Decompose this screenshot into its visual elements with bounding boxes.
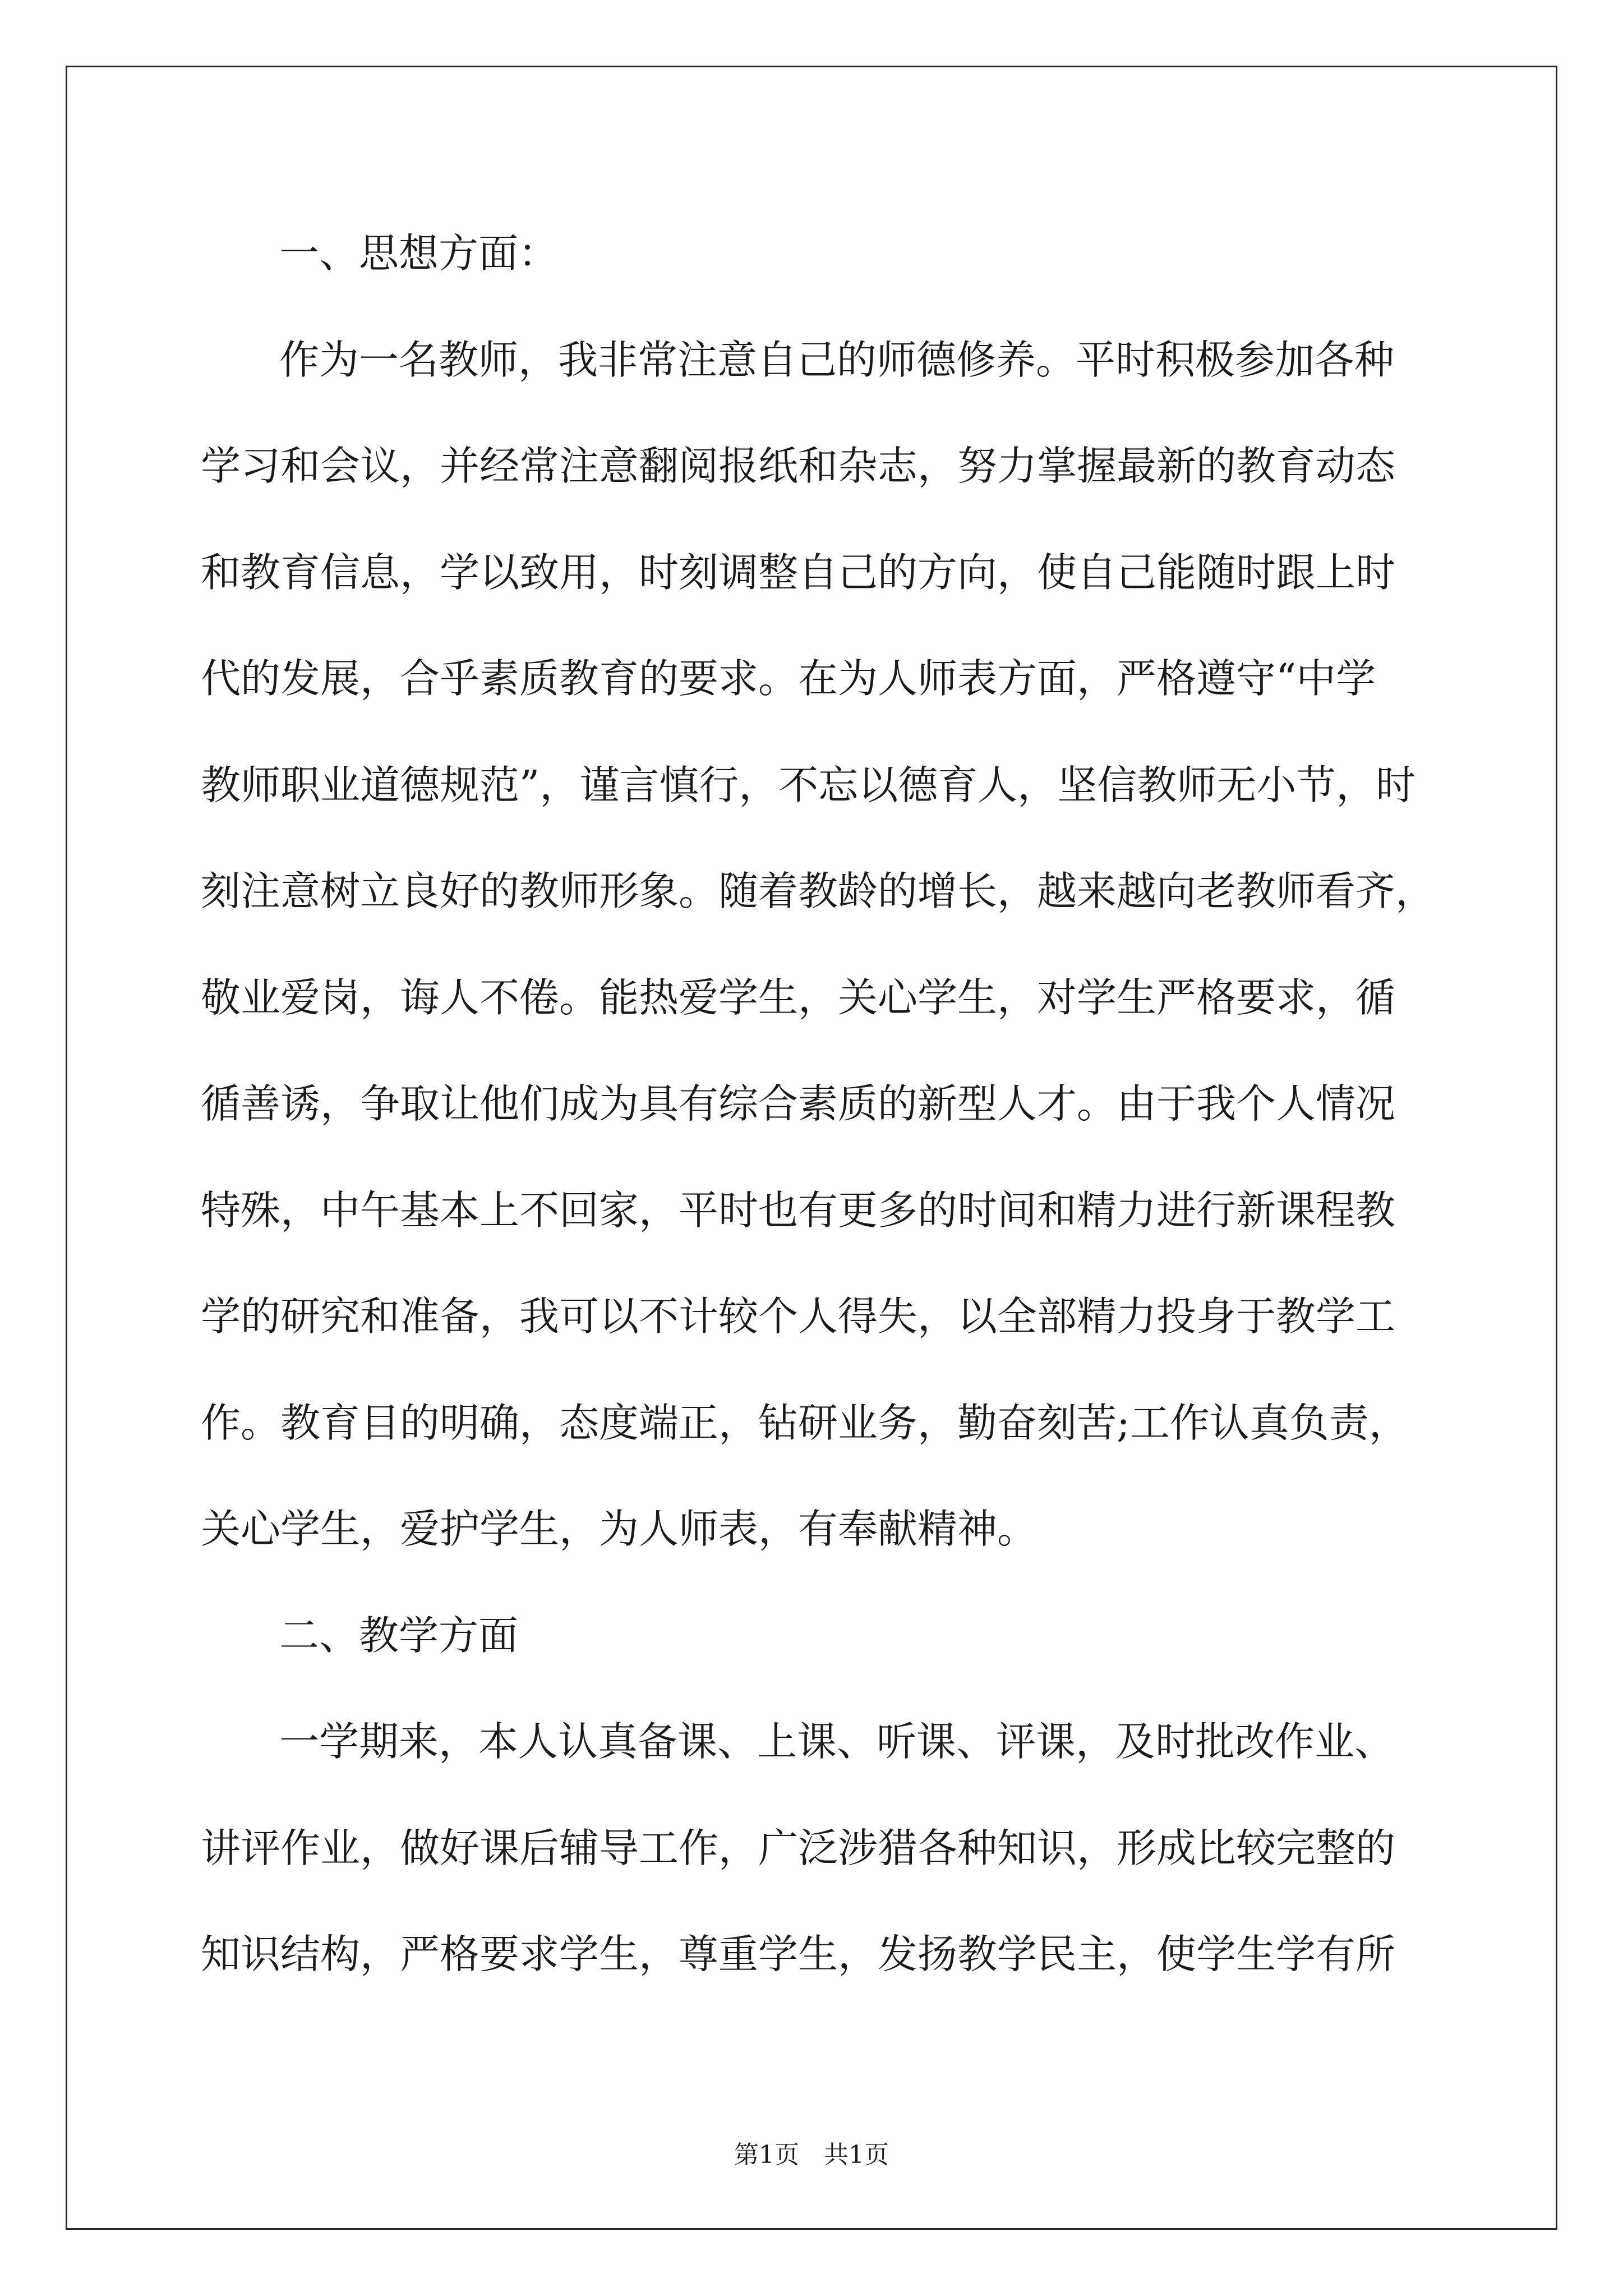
paragraph-line: 关心学生，爱护学生，为人师表，有奉献精神。: [201, 1506, 1038, 1552]
paragraph-line: 作为一名教师，我非常注意自己的师德修养。平时积极参加各种: [279, 336, 1395, 383]
paragraph-line: 循善诱，争取让他们成为具有综合素质的新型人才。由于我个人情况: [201, 1080, 1396, 1127]
paragraph-line: 特殊，中午基本上不回家，平时也有更多的时间和精力进行新课程教: [201, 1186, 1396, 1234]
section-heading-teaching: 二、教学方面: [279, 1612, 519, 1659]
paragraph-line: 学习和会议，并经常注意翻阅报纸和杂志，努力掌握最新的教育动态: [201, 443, 1396, 489]
paragraph-line: 教师职业道德规范”，谨言慎行，不忘以德育人，坚信教师无小节，时: [201, 761, 1416, 808]
paragraph-line: 一学期来，本人认真备课、上课、听课、评课，及时批改作业、: [279, 1718, 1395, 1765]
paragraph-line: 讲评作业，做好课后辅导工作，广泛涉猎各种知识，形成比较完整的: [201, 1824, 1396, 1871]
paragraph-line: 代的发展，合乎素质教育的要求。在为人师表方面，严格遵守“中学: [201, 655, 1376, 702]
paragraph-line: 和教育信息，学以致用，时刻调整自己的方向，使自己能随时跟上时: [201, 549, 1396, 596]
paragraph-line: 作。教育目的明确，态度端正，钻研业务，勤奋刻苦;工作认真负责，: [201, 1399, 1409, 1446]
page-number-footer: 第1页 共1页: [734, 2141, 889, 2169]
paragraph-line: 敬业爱岗，诲人不倦。能热爱学生，关心学生，对学生严格要求，循: [201, 974, 1396, 1021]
section-heading-thought: 一、思想方面：: [279, 230, 559, 277]
paragraph-line: 学的研究和准备，我可以不计较个人得失，以全部精力投身于教学工: [201, 1293, 1396, 1340]
paragraph-line: 刻注意树立良好的教师形象。随着教龄的增长，越来越向老教师看齐，: [201, 868, 1436, 914]
paragraph-line: 知识结构，严格要求学生，尊重学生，发扬教学民主，使学生学有所: [201, 1931, 1396, 1977]
document-body: [201, 200, 1491, 2008]
